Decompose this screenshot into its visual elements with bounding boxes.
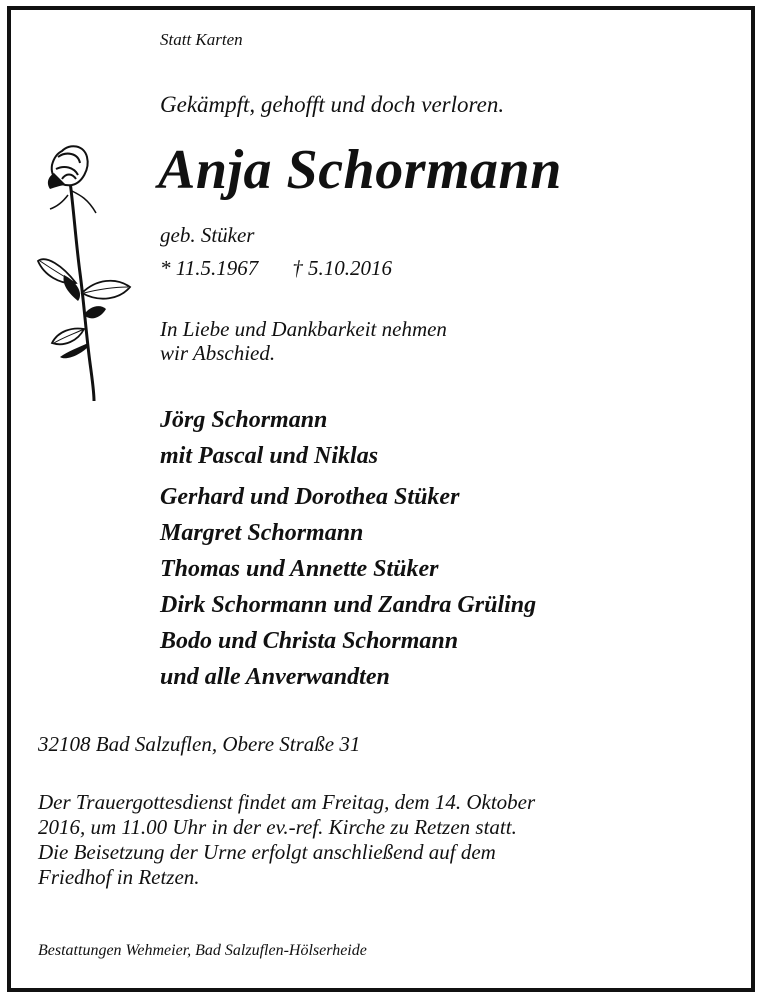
funeral-home: Bestattungen Wehmeier, Bad Salzuflen-Hölserheide: [38, 942, 367, 959]
mourner-line: Margret Schormann: [160, 520, 364, 546]
motto: Gekämpft, gehofft und doch verloren.: [160, 92, 505, 117]
service-line: Friedhof in Retzen.: [38, 865, 200, 889]
farewell-line: wir Abschied.: [160, 341, 276, 365]
mourner-line: mit Pascal und Niklas: [160, 443, 379, 469]
farewell-line: In Liebe und Dankbarkeit nehmen: [160, 317, 447, 341]
service-line: 2016, um 11.00 Uhr in der ev.-ref. Kirche zu Retzen statt.: [38, 815, 517, 839]
rose-icon: [32, 143, 132, 401]
notice-header: Statt Karten: [160, 30, 243, 49]
maiden-name: geb. Stüker: [160, 223, 255, 247]
mourner-line: und alle Anverwandten: [160, 664, 390, 690]
service-line: Der Trauergottesdienst findet am Freitag, dem 14. Oktober: [38, 790, 536, 814]
mourner-line: Gerhard und Dorothea Stüker: [160, 484, 460, 510]
birth-date: * 11.5.1967: [160, 256, 259, 280]
life-dates: [160, 256, 392, 281]
mourner-line: Jörg Schormann: [160, 407, 328, 433]
mourner-line: Dirk Schormann und Zandra Grüling: [160, 592, 537, 618]
farewell-text: [160, 317, 447, 365]
deceased-name: Anja Schormann: [158, 139, 562, 201]
service-line: Die Beisetzung der Urne erfolgt anschließend auf dem: [38, 840, 496, 864]
death-date: † 5.10.2016: [292, 256, 392, 280]
mourners-list: [160, 402, 536, 695]
mourner-line: Bodo und Christa Schormann: [160, 628, 459, 654]
service-info: [38, 790, 535, 890]
mourner-line: Thomas und Annette Stüker: [160, 556, 439, 582]
family-address: 32108 Bad Salzuflen, Obere Straße 31: [38, 732, 361, 756]
